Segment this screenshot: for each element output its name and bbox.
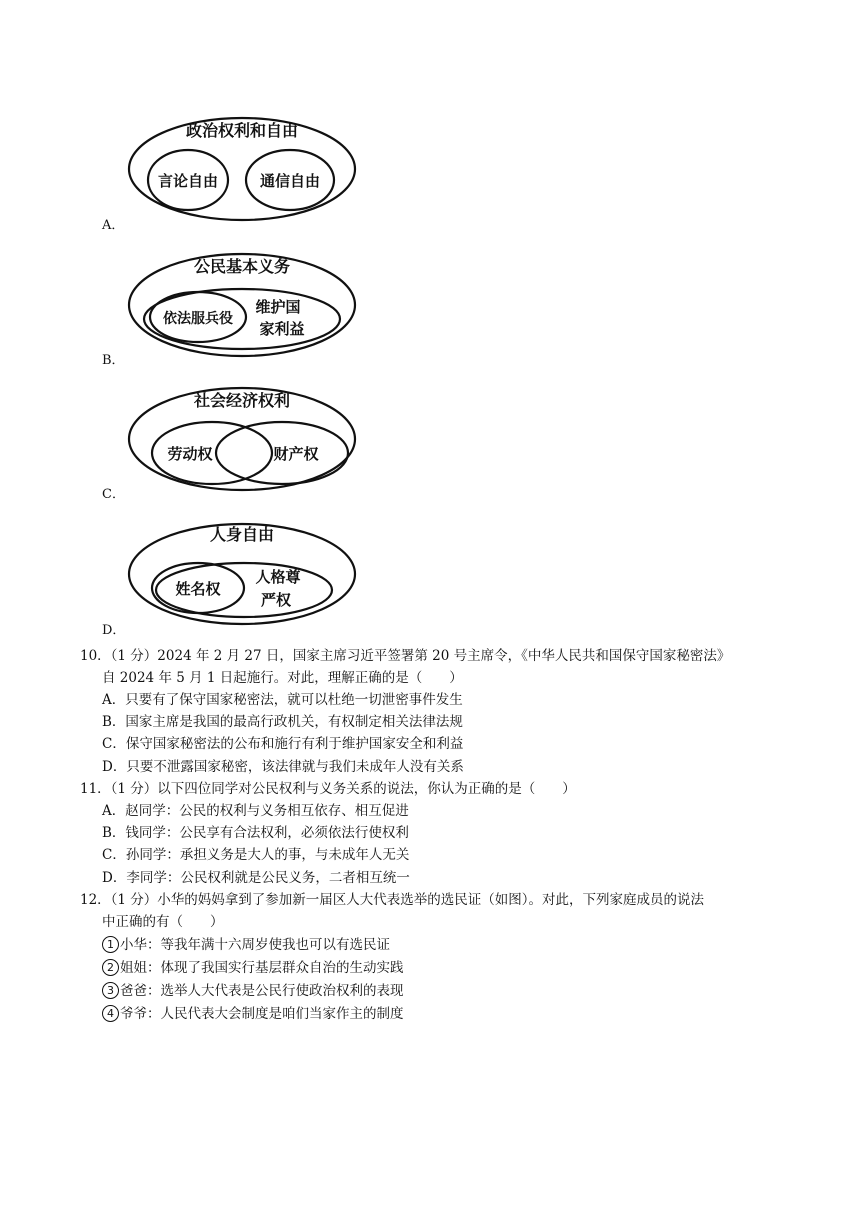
statement-4-text: 爷爷：人民代表大会制度是咱们当家作主的制度	[120, 1006, 404, 1022]
question-12-statement-4	[102, 1003, 404, 1025]
question-10-stem-cont: 自 2024 年 5 月 1 日起施行。对此，理解正确的是（ ）	[102, 670, 463, 686]
question-12-stem: 12．（1 分）小华的妈妈拿到了参加新一届区人大代表选举的选民证（如图）。对此，下列家庭成员的说法	[80, 892, 705, 908]
question-11-choice-d: D．李同学：公民权利就是公民义务，二者相互统一	[102, 870, 410, 886]
diagram-c-outer-label: 社会经济权利	[193, 391, 291, 410]
diagram-c-left-label: 劳动权	[167, 445, 213, 463]
circled-number-3: 3	[102, 982, 119, 999]
question-12-statement-1	[102, 934, 390, 956]
diagram-d-right-label-line2: 严权	[260, 591, 292, 609]
question-10-choice-d: D．只要不泄露国家秘密，该法律就与我们未成年人没有关系	[102, 759, 464, 775]
question-11-choice-b: B．钱同学：公民享有合法权利，必须依法行使权利	[102, 825, 409, 841]
diagram-d-right-label-line1: 人格尊	[255, 568, 301, 586]
diagram-b-left-label: 依法服兵役	[163, 311, 233, 327]
diagram-a-right-label: 通信自由	[259, 172, 321, 190]
statement-1-text: 小华：等我年满十六周岁使我也可以有选民证	[120, 937, 390, 953]
diagram-option-a	[126, 112, 360, 222]
option-a-letter: A．	[102, 218, 125, 233]
question-12-stem-cont: 中正确的有（ ）	[102, 914, 224, 930]
diagram-b-outer-label: 公民基本义务	[193, 257, 291, 276]
diagram-option-c	[126, 382, 360, 492]
circled-number-2: 2	[102, 959, 119, 976]
statement-2-text: 姐姐：体现了我国实行基层群众自治的生动实践	[120, 960, 404, 976]
diagram-option-b	[126, 248, 360, 358]
diagram-c-right-label: 财产权	[273, 445, 319, 463]
question-10-choice-a: A．只要有了保守国家秘密法，就可以杜绝一切泄密事件发生	[102, 692, 463, 708]
diagram-d-left-label: 姓名权	[175, 580, 221, 598]
question-10-stem: 10．（1 分）2024 年 2 月 27 日，国家主席习近平签署第 20 号主席令，《中华人民共和国保守国家秘密法》	[80, 648, 731, 664]
question-11-stem: 11．（1 分）以下四位同学对公民权利与义务关系的说法，你认为正确的是（ ）	[80, 781, 576, 797]
diagram-option-d	[126, 516, 360, 626]
diagram-a-outer-label: 政治权利和自由	[185, 121, 299, 140]
option-d-letter: D．	[102, 623, 126, 638]
question-10-choice-c: C．保守国家秘密法的公布和施行有利于维护国家安全和利益	[102, 736, 464, 752]
circled-number-1: 1	[102, 936, 119, 953]
diagram-d-outer-label: 人身自由	[209, 525, 275, 544]
statement-3-text: 爸爸：选举人大代表是公民行使政治权利的表现	[120, 983, 404, 999]
circled-number-4: 4	[102, 1005, 119, 1022]
question-12-statement-3	[102, 980, 404, 1002]
question-12-statement-2	[102, 957, 404, 979]
diagram-b-right-label-line2: 家利益	[259, 320, 305, 338]
diagram-b-right-label-line1: 维护国	[255, 298, 301, 316]
diagram-a-left-label: 言论自由	[157, 172, 219, 190]
question-11-choice-c: C．孙同学：承担义务是大人的事，与未成年人无关	[102, 847, 410, 863]
option-c-letter: C．	[102, 487, 125, 502]
option-b-letter: B．	[102, 353, 125, 368]
question-11-choice-a: A．赵同学：公民的权利与义务相互依存、相互促进	[102, 803, 409, 819]
question-10-choice-b: B．国家主席是我国的最高行政机关，有权制定相关法律法规	[102, 714, 463, 730]
